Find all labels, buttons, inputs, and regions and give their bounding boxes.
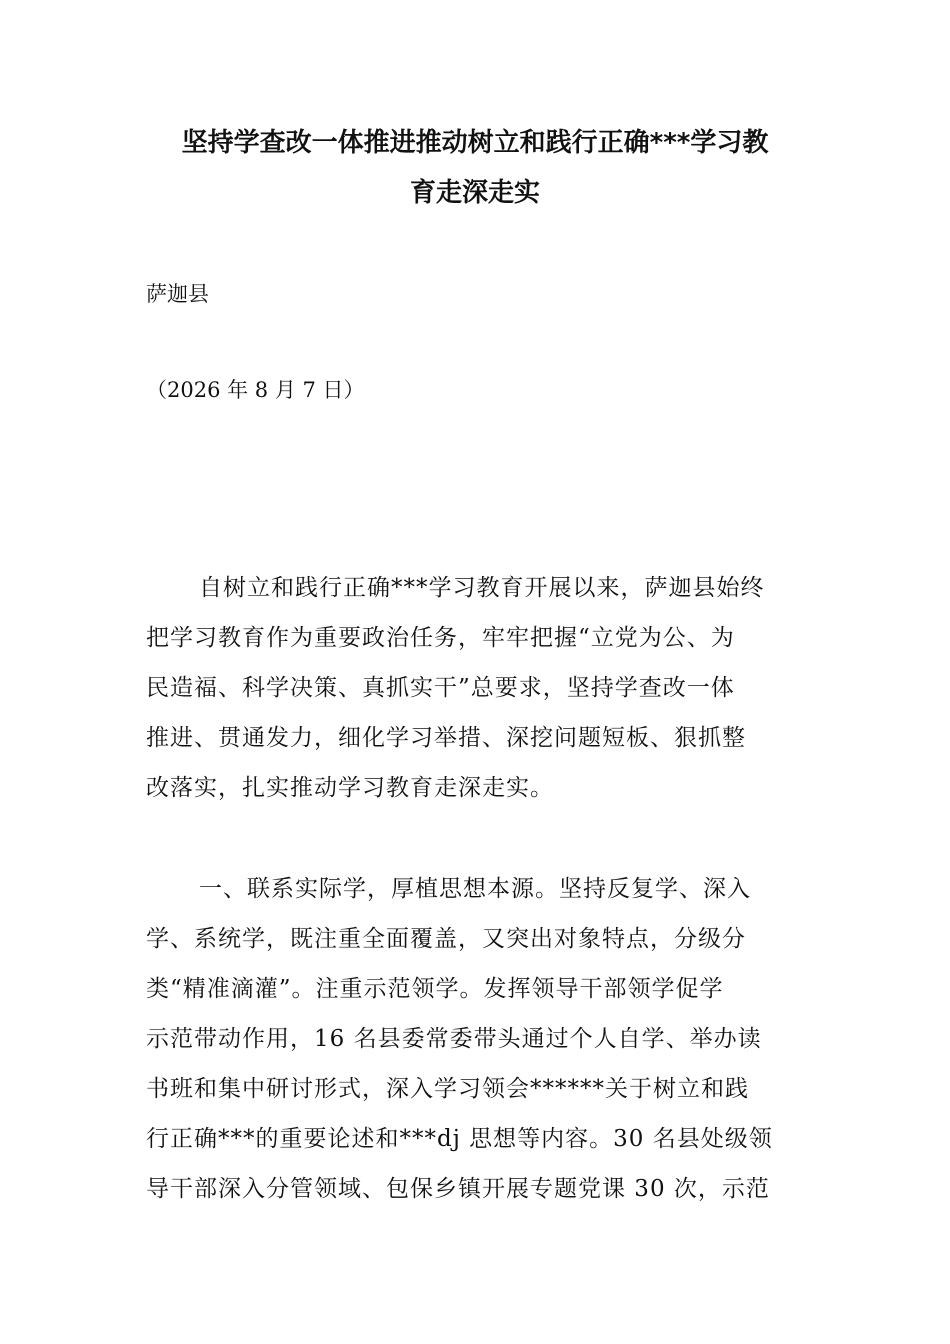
title-line-2: 育走深走实	[409, 178, 540, 208]
paragraph-line: 类“精准滴灌”。注重示范领学。发挥领导干部领学促学	[146, 976, 724, 1002]
paragraph-1	[146, 563, 806, 813]
paragraph-line: 一、联系实际学，厚植思想本源。坚持反复学、深入	[199, 876, 751, 902]
paragraph-line: 示范带动作用，16 名县委常委带头通过个人自学、举办读	[146, 1026, 762, 1052]
paragraph-line: 书班和集中研讨形式，深入学习领会******关于树立和践	[146, 1076, 749, 1102]
paragraph-line: 把学习教育作为重要政治任务，牢牢把握“立党为公、为	[146, 625, 735, 651]
title-line-1: 坚持学查改一体推进推动树立和践行正确***学习教	[181, 128, 769, 158]
paragraph-line: 民造福、科学决策、真抓实干”总要求，坚持学查改一体	[146, 675, 735, 701]
paragraph-line: 改落实，扎实推动学习教育走深走实。	[146, 775, 554, 801]
paragraph-line: 导干部深入分管领域、包保乡镇开展专题党课 30 次，示范	[146, 1176, 770, 1202]
date-line: （2026 年 8 月 7 日）	[146, 378, 365, 402]
paragraph-line: 行正确***的重要论述和***dj 思想等内容。30 名县处级领	[146, 1126, 773, 1152]
paragraph-2	[146, 864, 806, 1214]
paragraph-line: 推进、贯通发力，细化学习举措、深挖问题短板、狠抓整	[146, 725, 746, 751]
paragraph-line: 学、系统学，既注重全面覆盖，又突出对象特点，分级分	[146, 926, 746, 952]
author-line: 萨迦县	[146, 282, 209, 306]
document-title	[140, 118, 810, 218]
paragraph-line: 自树立和践行正确***学习教育开展以来，萨迦县始终	[199, 575, 765, 601]
